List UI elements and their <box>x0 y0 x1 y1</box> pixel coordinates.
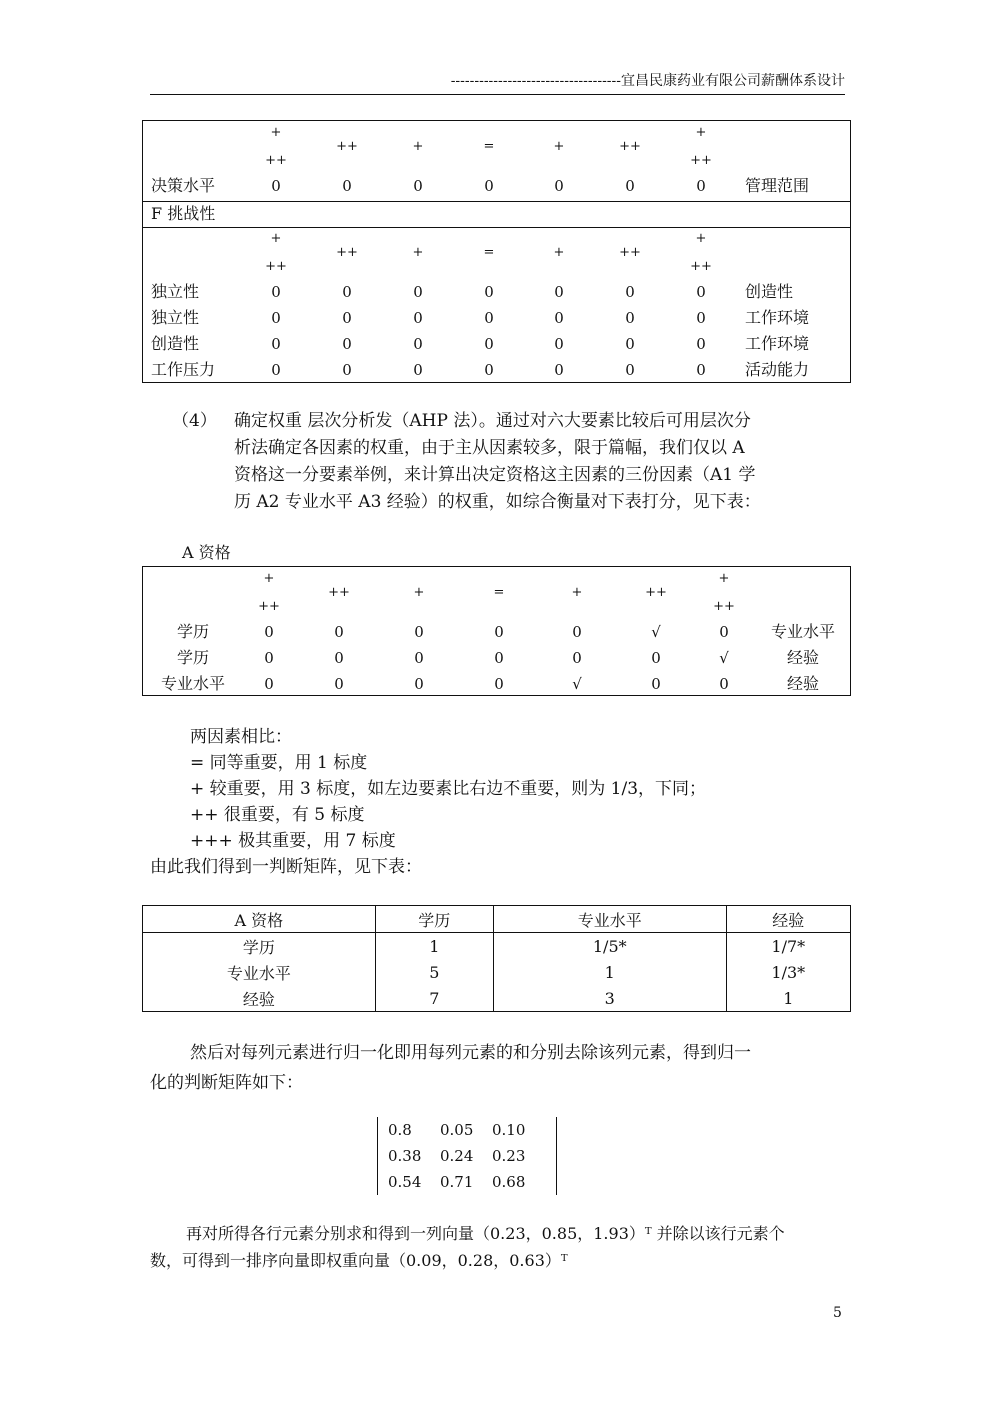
scale-symbol: = <box>483 245 495 260</box>
score-cell: 0 <box>651 649 661 667</box>
scale-symbol: ++ <box>265 153 287 168</box>
score-cell: 0 <box>719 623 729 641</box>
text-line: 然后对每列元素进行归一化即用每列元素的和分别去除该列元素，得到归一 <box>190 1043 751 1063</box>
scale-symbol-row <box>143 571 850 621</box>
row-left-label: 学历 <box>176 648 209 667</box>
score-cell: 0 <box>494 623 504 641</box>
judgement-matrix-table <box>142 905 851 1012</box>
score-cell: 0 <box>484 361 494 379</box>
table-row <box>143 671 850 697</box>
score-cell: 0 <box>484 309 494 327</box>
score-cell: 0 <box>414 623 424 641</box>
score-cell: 0 <box>625 361 635 379</box>
row-left-label: 独立性 <box>151 308 200 327</box>
row-left-label: 工作压力 <box>151 360 216 379</box>
matrix-cell: 1 <box>493 959 726 985</box>
table-row <box>143 173 850 199</box>
text-line: 数，可得到一排序向量即权重向量（0.09，0.28，0.63）ᵀ <box>150 1251 568 1270</box>
scale-symbol: ++ <box>265 259 287 274</box>
table-row <box>143 357 850 383</box>
table-row <box>143 619 850 645</box>
matrix-value: 0.71 <box>440 1173 474 1191</box>
score-cell: 0 <box>271 335 281 353</box>
matrix-row <box>388 1147 544 1165</box>
matrix-value: 0.54 <box>388 1173 422 1191</box>
scale-symbol: ++ <box>713 599 735 614</box>
score-cell: √ <box>719 649 729 667</box>
column-header: 经验 <box>726 906 850 933</box>
score-cell: 0 <box>625 177 635 195</box>
scale-symbol: ++ <box>690 153 712 168</box>
scale-symbol: ++ <box>619 245 641 260</box>
scale-symbol: ++ <box>619 139 641 154</box>
scale-symbol: ++ <box>258 599 280 614</box>
column-header: 学历 <box>375 906 493 933</box>
scale-symbol: + <box>571 585 583 600</box>
scale-symbol: + <box>553 245 565 260</box>
scale-symbol: ++ <box>328 585 350 600</box>
score-cell: 0 <box>413 309 423 327</box>
score-cell: 0 <box>271 309 281 327</box>
text-line: +++ 极其重要，用 7 标度 <box>190 831 396 851</box>
matrix-cell: 专业水平 <box>143 959 376 985</box>
row-right-label: 工作环境 <box>745 334 810 353</box>
text-line: 资格这一分要素举例，来计算出决定资格这主因素的三份因素（A1 学 <box>234 465 756 485</box>
score-cell: 0 <box>696 309 706 327</box>
comparison-table-2 <box>142 566 851 696</box>
row-left-label: 创造性 <box>151 334 200 353</box>
score-cell: 0 <box>625 335 635 353</box>
score-cell: 0 <box>696 335 706 353</box>
table2-caption: A 资格 <box>182 543 231 562</box>
score-cell: 0 <box>572 649 582 667</box>
score-cell: 0 <box>413 335 423 353</box>
score-cell: 0 <box>572 623 582 641</box>
score-cell: 0 <box>696 283 706 301</box>
score-cell: 0 <box>625 309 635 327</box>
text-line: = 同等重要，用 1 标度 <box>190 753 368 773</box>
score-cell: 0 <box>696 361 706 379</box>
matrix-cell: 3 <box>493 985 726 1012</box>
score-cell: 0 <box>334 675 344 693</box>
para-number: （4） <box>172 411 217 431</box>
score-cell: 0 <box>414 649 424 667</box>
score-cell: 0 <box>264 649 274 667</box>
score-cell: 0 <box>342 283 352 301</box>
score-cell: 0 <box>414 675 424 693</box>
scale-symbol: + <box>718 571 730 586</box>
matrix-cell: 1 <box>726 985 850 1012</box>
score-cell: 0 <box>413 283 423 301</box>
scale-symbol-row <box>143 231 850 281</box>
scale-symbol: + <box>270 231 282 246</box>
scale-symbol: ++ <box>336 139 358 154</box>
comparison-table-1 <box>142 120 851 383</box>
scale-symbol: ++ <box>645 585 667 600</box>
matrix-cell: 1/7* <box>726 933 850 960</box>
table-row <box>143 959 851 985</box>
matrix-cell: 1/3* <box>726 959 850 985</box>
table-row <box>143 331 850 357</box>
scale-symbol: + <box>695 125 707 140</box>
column-header: 专业水平 <box>493 906 726 933</box>
matrix-value: 0.38 <box>388 1147 422 1165</box>
matrix-value: 0.23 <box>492 1147 526 1165</box>
matrix-cell: 学历 <box>143 933 376 960</box>
matrix-value: 0.24 <box>440 1147 474 1165</box>
text-line: 再对所得各行元素分别求和得到一列向量（0.23，0.85，1.93）ᵀ 并除以该行元素个 <box>186 1224 785 1243</box>
table-row <box>143 305 850 331</box>
page-number: 5 <box>833 1305 842 1321</box>
text-line: 析法确定各因素的权重，由于主从因素较多，限于篇幅，我们仅以 A <box>234 438 745 458</box>
score-cell: 0 <box>342 335 352 353</box>
matrix-cell: 1/5* <box>493 933 726 960</box>
row-right-label: 经验 <box>786 674 819 693</box>
table-row <box>143 645 850 671</box>
paragraph-matrix-intro: 由此我们得到一判断矩阵，见下表： <box>150 857 422 877</box>
score-cell: 0 <box>484 283 494 301</box>
row-right-label: 创造性 <box>745 282 794 301</box>
score-cell: 0 <box>554 177 564 195</box>
score-cell: 0 <box>413 361 423 379</box>
matrix-cell: 7 <box>375 985 493 1012</box>
scale-symbol: ++ <box>336 245 358 260</box>
matrix-cell: 5 <box>375 959 493 985</box>
score-cell: 0 <box>554 361 564 379</box>
text-line: 历 A2 专业水平 A3 经验）的权重，如综合衡量对下表打分，见下表： <box>234 492 761 512</box>
scale-symbol: + <box>270 125 282 140</box>
scale-symbol: + <box>695 231 707 246</box>
matrix-cell: 经验 <box>143 985 376 1012</box>
score-cell: 0 <box>334 649 344 667</box>
score-cell: 0 <box>484 177 494 195</box>
matrix-value: 0.05 <box>440 1121 474 1139</box>
scale-symbol-row <box>143 125 850 175</box>
scale-symbol: ++ <box>690 259 712 274</box>
score-cell: 0 <box>719 675 729 693</box>
matrix-row <box>388 1173 544 1191</box>
scale-symbol: = <box>493 585 505 600</box>
scale-symbol: + <box>412 245 424 260</box>
scale-symbol: + <box>263 571 275 586</box>
scale-symbol: + <box>553 139 565 154</box>
score-cell: 0 <box>342 309 352 327</box>
text-line: 两因素相比： <box>190 727 292 747</box>
column-header: A 资格 <box>143 906 376 933</box>
page-header: ------------------------------------宜昌民康药业有限公司薪酬体系设计 <box>150 70 845 95</box>
row-right-label: 活动能力 <box>745 360 810 379</box>
score-cell: 0 <box>554 283 564 301</box>
matrix-value: 0.10 <box>492 1121 526 1139</box>
table-row <box>143 985 851 1012</box>
table-row <box>143 279 850 305</box>
matrix-row <box>388 1121 544 1139</box>
score-cell: 0 <box>696 177 706 195</box>
score-cell: 0 <box>651 675 661 693</box>
score-cell: 0 <box>554 309 564 327</box>
score-cell: 0 <box>625 283 635 301</box>
score-cell: 0 <box>334 623 344 641</box>
scale-symbol: + <box>413 585 425 600</box>
row-right-label: 工作环境 <box>745 308 810 327</box>
text-line: 确定权重 层次分析发（AHP 法）。通过对六大要素比较后可用层次分 <box>234 411 751 431</box>
row-left-label: 学历 <box>176 622 209 641</box>
score-cell: 0 <box>264 623 274 641</box>
scale-symbol: + <box>412 139 424 154</box>
score-cell: 0 <box>271 361 281 379</box>
score-cell: 0 <box>494 675 504 693</box>
row-right-label: 经验 <box>786 648 819 667</box>
matrix-value: 0.68 <box>492 1173 526 1191</box>
score-cell: 0 <box>264 675 274 693</box>
score-cell: 0 <box>413 177 423 195</box>
score-cell: 0 <box>271 283 281 301</box>
table-row <box>143 933 851 960</box>
score-cell: 0 <box>484 335 494 353</box>
score-cell: 0 <box>494 649 504 667</box>
score-cell: 0 <box>342 361 352 379</box>
score-cell: 0 <box>271 177 281 195</box>
matrix-cell: 1 <box>375 933 493 960</box>
score-cell: √ <box>651 623 661 641</box>
row-left-label: 独立性 <box>151 282 200 301</box>
row-right-label: 专业水平 <box>770 622 835 641</box>
row-left-label: 专业水平 <box>160 674 225 693</box>
text-line: 化的判断矩阵如下： <box>150 1073 303 1093</box>
row-left-label: 决策水平 <box>151 176 216 195</box>
section-title: F 挑战性 <box>151 204 216 223</box>
scale-symbol: = <box>483 139 495 154</box>
score-cell: 0 <box>342 177 352 195</box>
matrix-value: 0.8 <box>388 1121 412 1139</box>
score-cell: √ <box>572 675 582 693</box>
text-line: + 较重要，用 3 标度，如左边要素比右边不重要，则为 1/3，下同； <box>190 779 707 799</box>
normalized-matrix <box>377 1117 557 1195</box>
text-line: ++ 很重要，有 5 标度 <box>190 805 365 825</box>
row-right-label: 管理范围 <box>745 176 810 195</box>
score-cell: 0 <box>554 335 564 353</box>
